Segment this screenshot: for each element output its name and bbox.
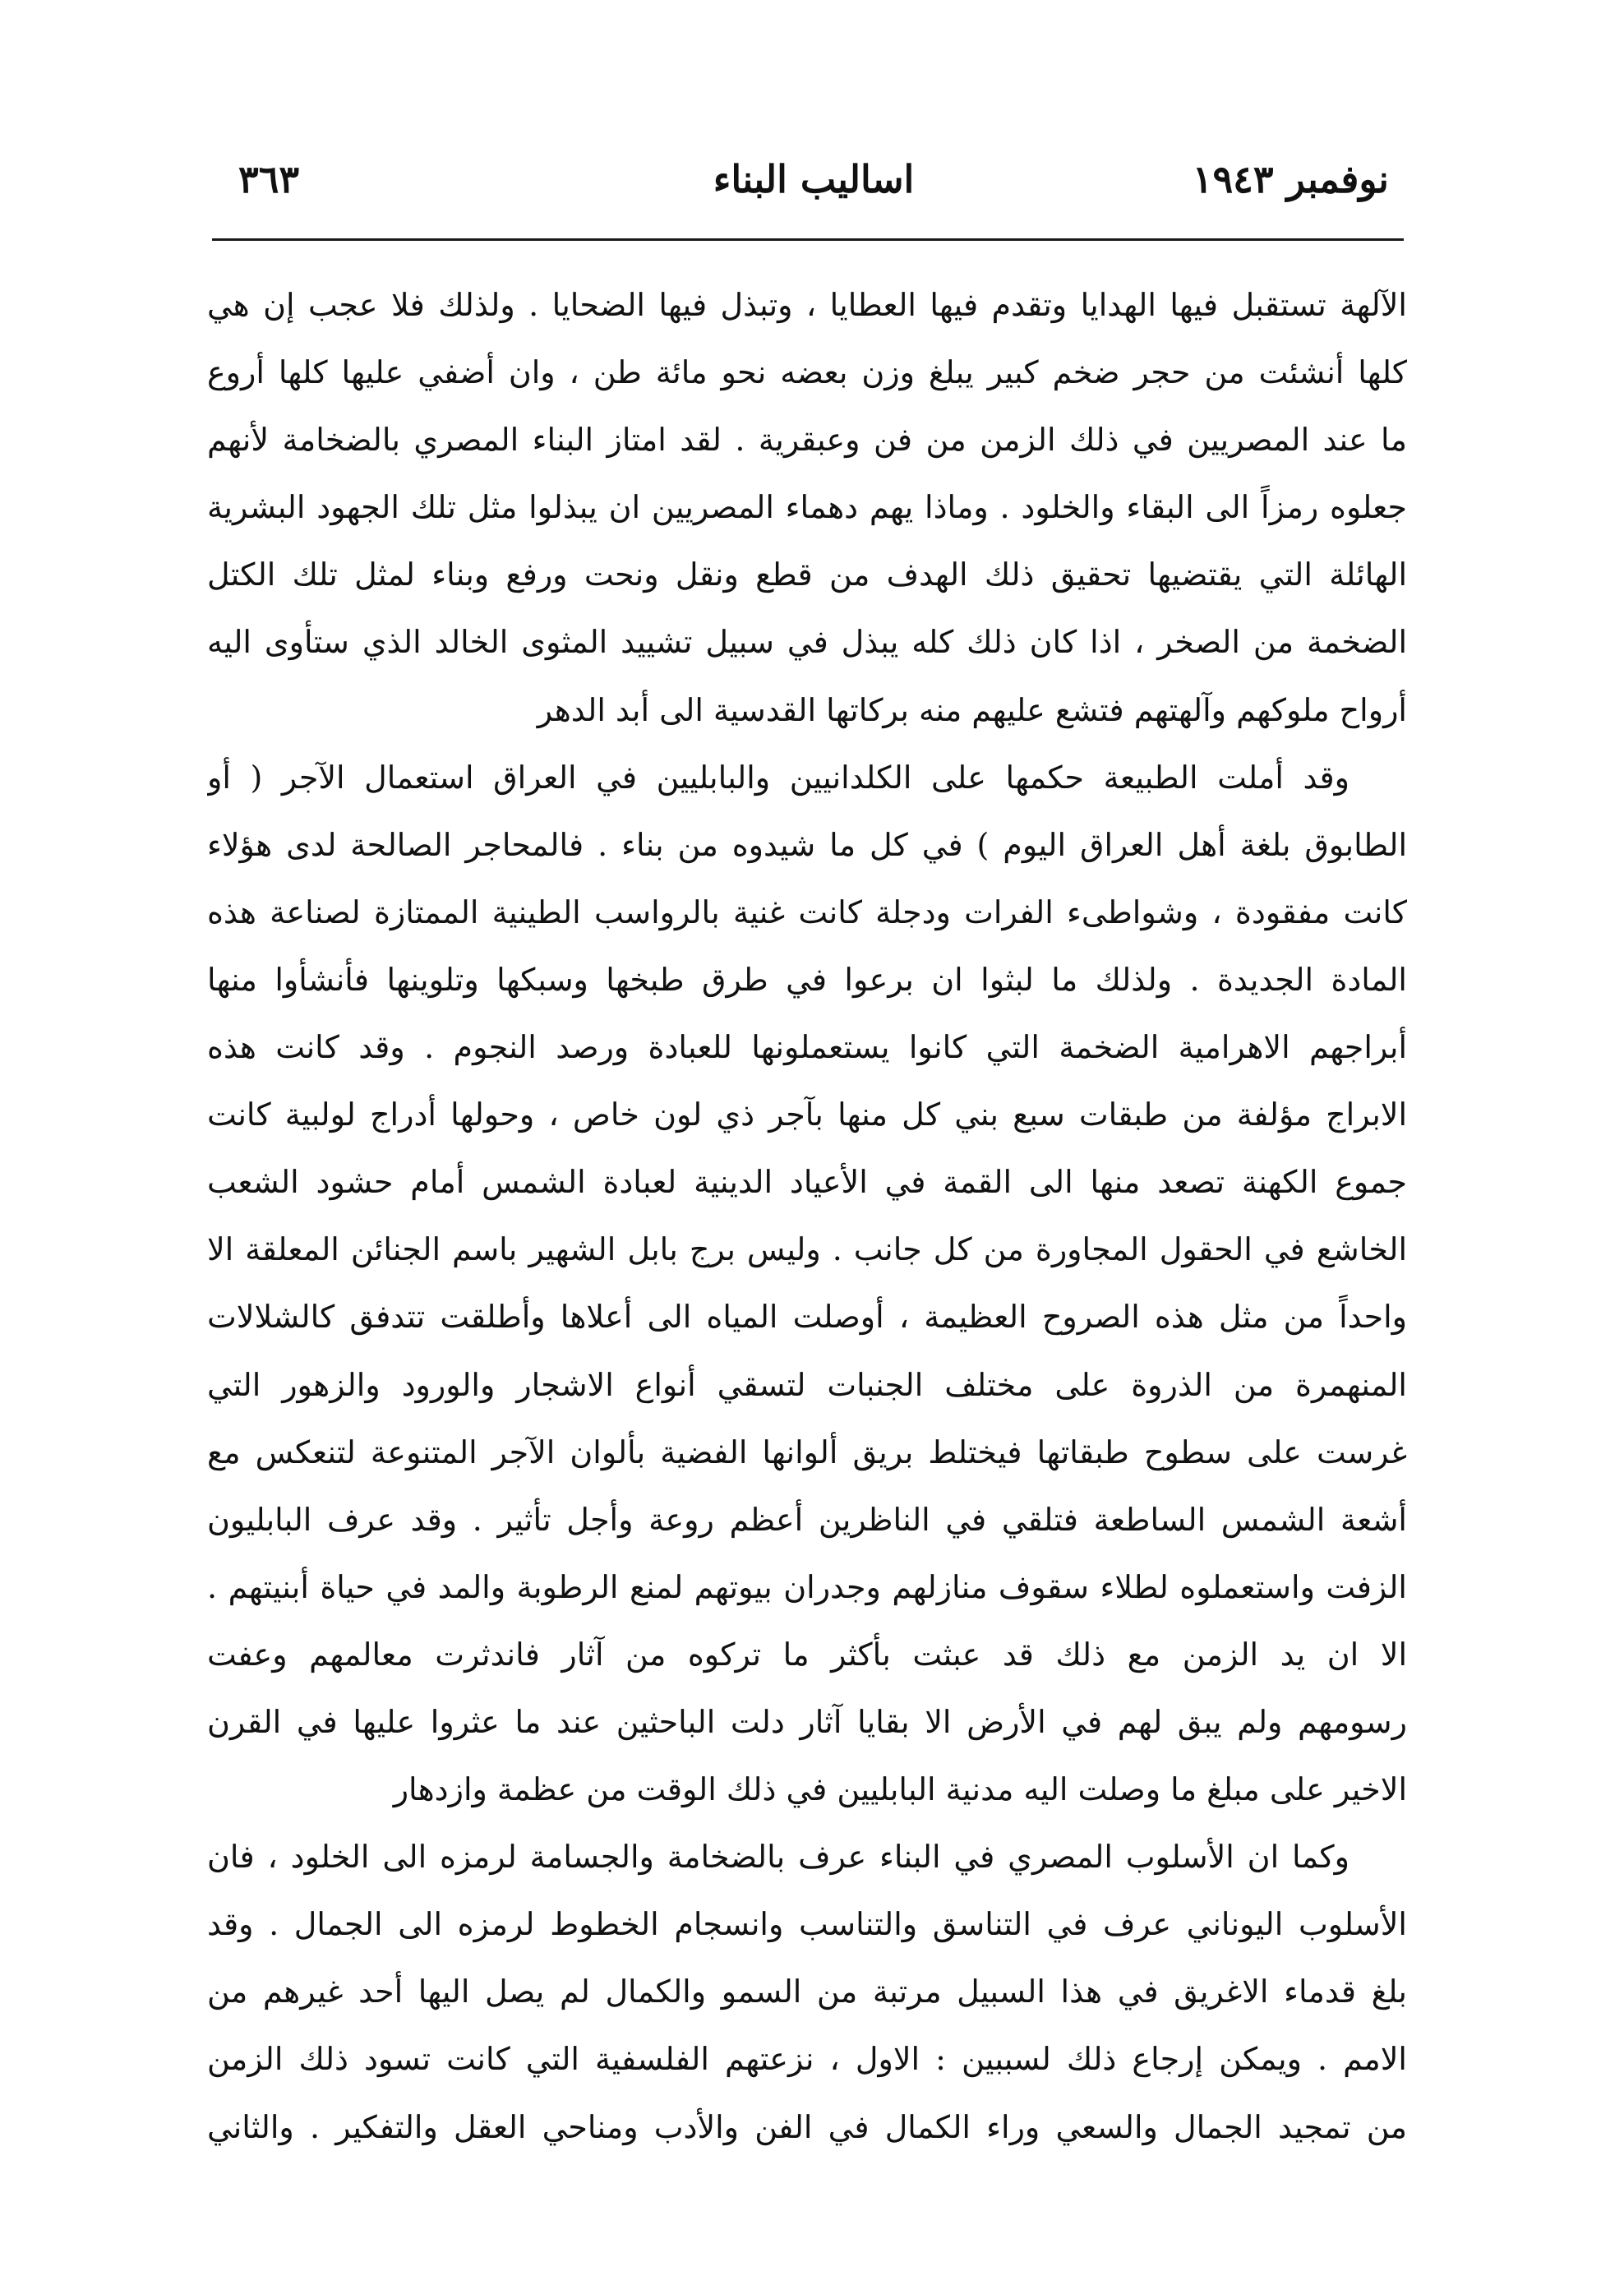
text-line: أبراجهم الاهرامية الضخمة التي كانوا يستعملونها للعبادة ورصد النجوم . وقد كانت هذه [207,1029,1407,1066]
text-line: واحداً من مثل هذه الصروح العظيمة ، أوصلت المياه الى أعلاها وأطلقت تتدفق كالشلالات [207,1299,1407,1336]
header-date: نوفمبر ١٩٤٣ [1192,157,1389,201]
text-line: المنهمرة من الذروة على مختلف الجنبات لتسقي أنواع الاشجار والورود والزهور التي [207,1366,1407,1403]
text-line: الطابوق بلغة أهل العراق اليوم ) في كل ما شيدوه من بناء . فالمحاجر الصالحة لدى هؤلاء [207,826,1407,863]
text-line: وكما ان الأسلوب المصري في البناء عرف بالضخامة والجسامة لرمزه الى الخلود ، فان [207,1839,1349,1876]
text-line: الزفت واستعملوه لطلاء سقوف منازلهم وجدران بيوتهم لمنع الرطوبة والمد في حياة أبنيتهم . [207,1568,1407,1605]
text-line: الآلهة تستقبل فيها الهدايا وتقدم فيها العطايا ، وتبذل فيها الضحايا . ولذلك فلا عجب إن هي [207,287,1407,323]
text-line: المادة الجديدة . ولذلك ما لبثوا ان برعوا في طرق طبخها وسبكها وتلوينها فأنشأوا منها [207,961,1407,998]
text-line: بلغ قدماء الاغريق في هذا السبيل مرتبة من السمو والكمال لم يصل اليها أحد غيرهم من [207,1973,1407,2010]
text-line: رسومهم ولم يبق لهم في الأرض الا بقايا آثار دلت الباحثين عند ما عثروا عليها في القرن [207,1703,1407,1740]
text-line: وقد أملت الطبيعة حكمها على الكلدانيين والبابليين في العراق استعمال الآجر ( أو [207,759,1349,796]
text-line: ما عند المصريين في ذلك الزمن من فن وعبقرية . لقد امتاز البناء المصري بالضخامة لأنهم [207,422,1407,459]
text-line: الهائلة التي يقتضيها تحقيق ذلك الهدف من قطع ونقل ونحت ورفع وبناء لمثل تلك الكتل [207,556,1407,593]
text-line: الا ان يد الزمن مع ذلك قد عبثت بأكثر ما تركوه من آثار فاندثرت معالمهم وعفت [207,1636,1407,1673]
text-line: الامم . ويمكن إرجاع ذلك لسببين : الاول ، نزعتهم الفلسفية التي كانت تسود ذلك الزمن [207,2041,1407,2078]
text-line: أرواح ملوكهم وآلهتهم فتشع عليهم منه بركاتها القدسية الى أبد الدهر [537,691,1407,728]
text-line: الاخير على مبلغ ما وصلت اليه مدنية البابليين في ذلك الوقت من عظمة وازدهار [393,1771,1407,1808]
text-line: من تمجيد الجمال والسعي وراء الكمال في الفن والأدب ومناحي العقل والتفكير . والثاني [207,2108,1407,2145]
page-number: ٣٦٣ [238,157,300,201]
running-header [238,146,1389,220]
header-title: اساليب البناء [713,157,915,201]
text-line: الضخمة من الصخر ، اذا كان ذلك كله يبذل في سبيل تشييد المثوى الخالد الذي ستأوى اليه [207,624,1407,661]
body-text [207,271,1407,2161]
text-line: كلها أنشئت من حجر ضخم كبير يبلغ وزن بعضه نحو مائة طن ، وان أضفي عليها كلها أروع [207,354,1407,391]
text-line: أشعة الشمس الساطعة فتلقي في الناظرين أعظم روعة وأجل تأثير . وقد عرف البابليون [207,1501,1407,1538]
text-line: جموع الكهنة تصعد منها الى القمة في الأعياد الدينية لعبادة الشمس أمام حشود الشعب [207,1164,1407,1201]
text-line: الابراج مؤلفة من طبقات سبع بني كل منها بآجر ذي لون خاص ، وحولها أدراج لولبية كانت [207,1096,1407,1133]
header-rule [212,238,1404,241]
text-line: الخاشع في الحقول المجاورة من كل جانب . وليس برج بابل الشهير باسم الجنائن المعلقة الا [207,1231,1407,1268]
text-line: جعلوه رمزاً الى البقاء والخلود . وماذا يهم دهماء المصريين ان يبذلوا مثل تلك الجهود البشرية [207,489,1407,526]
text-line: غرست على سطوح طبقاتها فيختلط بريق ألوانها الفضية بألوان الآجر المتنوعة لتنعكس مع [207,1433,1407,1470]
text-line: الأسلوب اليوناني عرف في التناسق والتناسب وانسجام الخطوط لرمزه الى الجمال . وقد [207,1906,1407,1943]
text-line: كانت مفقودة ، وشواطىء الفرات ودجلة كانت غنية بالرواسب الطينية الممتازة لصناعة هذه [207,893,1407,930]
